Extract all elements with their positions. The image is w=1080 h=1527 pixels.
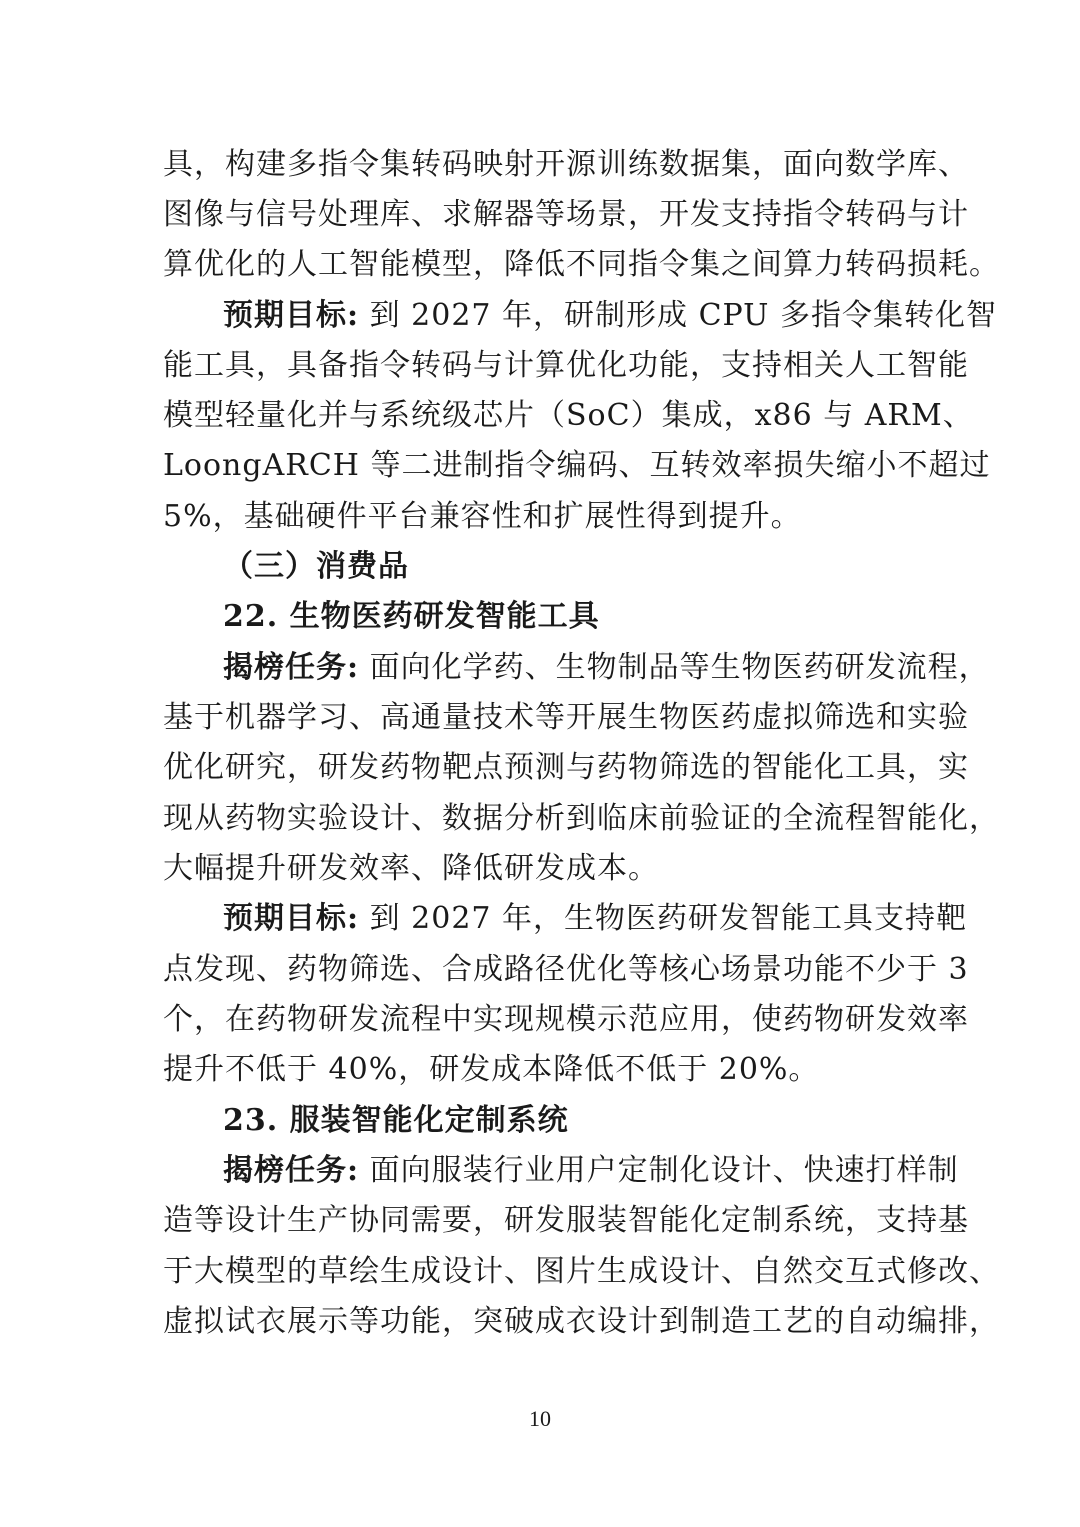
paragraph-text: 到 2027 年，研制形成 CPU 多指令集转化智	[359, 298, 998, 333]
text-line: 提升不低于 40%，研发成本降低不低于 20%。	[163, 1052, 820, 1087]
page-number: 10	[529, 1406, 551, 1431]
paragraph-first-line	[223, 1151, 959, 1191]
text-line: 5%，基础硬件平台兼容性和扩展性得到提升。	[163, 499, 802, 534]
text-line: 于大模型的草绘生成设计、图片生成设计、自然交互式修改、	[163, 1254, 1000, 1289]
text-line: 个，在药物研发流程中实现规模示范应用，使药物研发效率	[163, 1002, 969, 1037]
text-line: 虚拟试衣展示等功能，突破成衣设计到制造工艺的自动编排，	[163, 1304, 1000, 1339]
paragraph-label: 揭榜任务:	[223, 1153, 360, 1188]
paragraph-label: 预期目标:	[223, 901, 360, 936]
text-line: 点发现、药物筛选、合成路径优化等核心场景功能不少于 3	[163, 952, 969, 987]
text-line: 算优化的人工智能模型，降低不同指令集之间算力转码损耗。	[163, 247, 1000, 282]
text-line: 模型轻量化并与系统级芯片（SoC）集成，x86 与 ARM、	[163, 398, 974, 433]
paragraph-text: 面向服装行业用户定制化设计、快速打样制	[359, 1153, 959, 1188]
item-heading: 23. 服装智能化定制系统	[223, 1103, 569, 1138]
item-heading: 22. 生物医药研发智能工具	[223, 599, 600, 634]
text-line: 造等设计生产协同需要，研发服装智能化定制系统，支持基	[163, 1203, 969, 1238]
paragraph-first-line	[223, 648, 990, 688]
paragraph-first-line	[223, 296, 998, 336]
text-line: 图像与信号处理库、求解器等场景，开发支持指令转码与计	[163, 197, 969, 232]
paragraph-first-line	[223, 899, 968, 939]
text-line: 大幅提升研发效率、降低研发成本。	[163, 851, 659, 886]
paragraph-label: 揭榜任务:	[223, 650, 360, 685]
text-line: 现从药物实验设计、数据分析到临床前验证的全流程智能化，	[163, 801, 1000, 836]
text-line: 能工具，具备指令转码与计算优化功能，支持相关人工智能	[163, 348, 969, 383]
paragraph-label: 预期目标:	[223, 298, 360, 333]
text-line: 基于机器学习、高通量技术等开展生物医药虚拟筛选和实验	[163, 700, 969, 735]
section-heading: （三）消费品	[223, 549, 409, 584]
text-line: 具，构建多指令集转码映射开源训练数据集，面向数学库、	[163, 147, 969, 182]
text-line: LoongARCH 等二进制指令编码、互转效率损失缩小不超过	[163, 448, 991, 483]
text-line: 优化研究，研发药物靶点预测与药物筛选的智能化工具，实	[163, 750, 969, 785]
paragraph-text: 到 2027 年，生物医药研发智能工具支持靶	[359, 901, 968, 936]
paragraph-text: 面向化学药、生物制品等生物医药研发流程，	[359, 650, 990, 685]
